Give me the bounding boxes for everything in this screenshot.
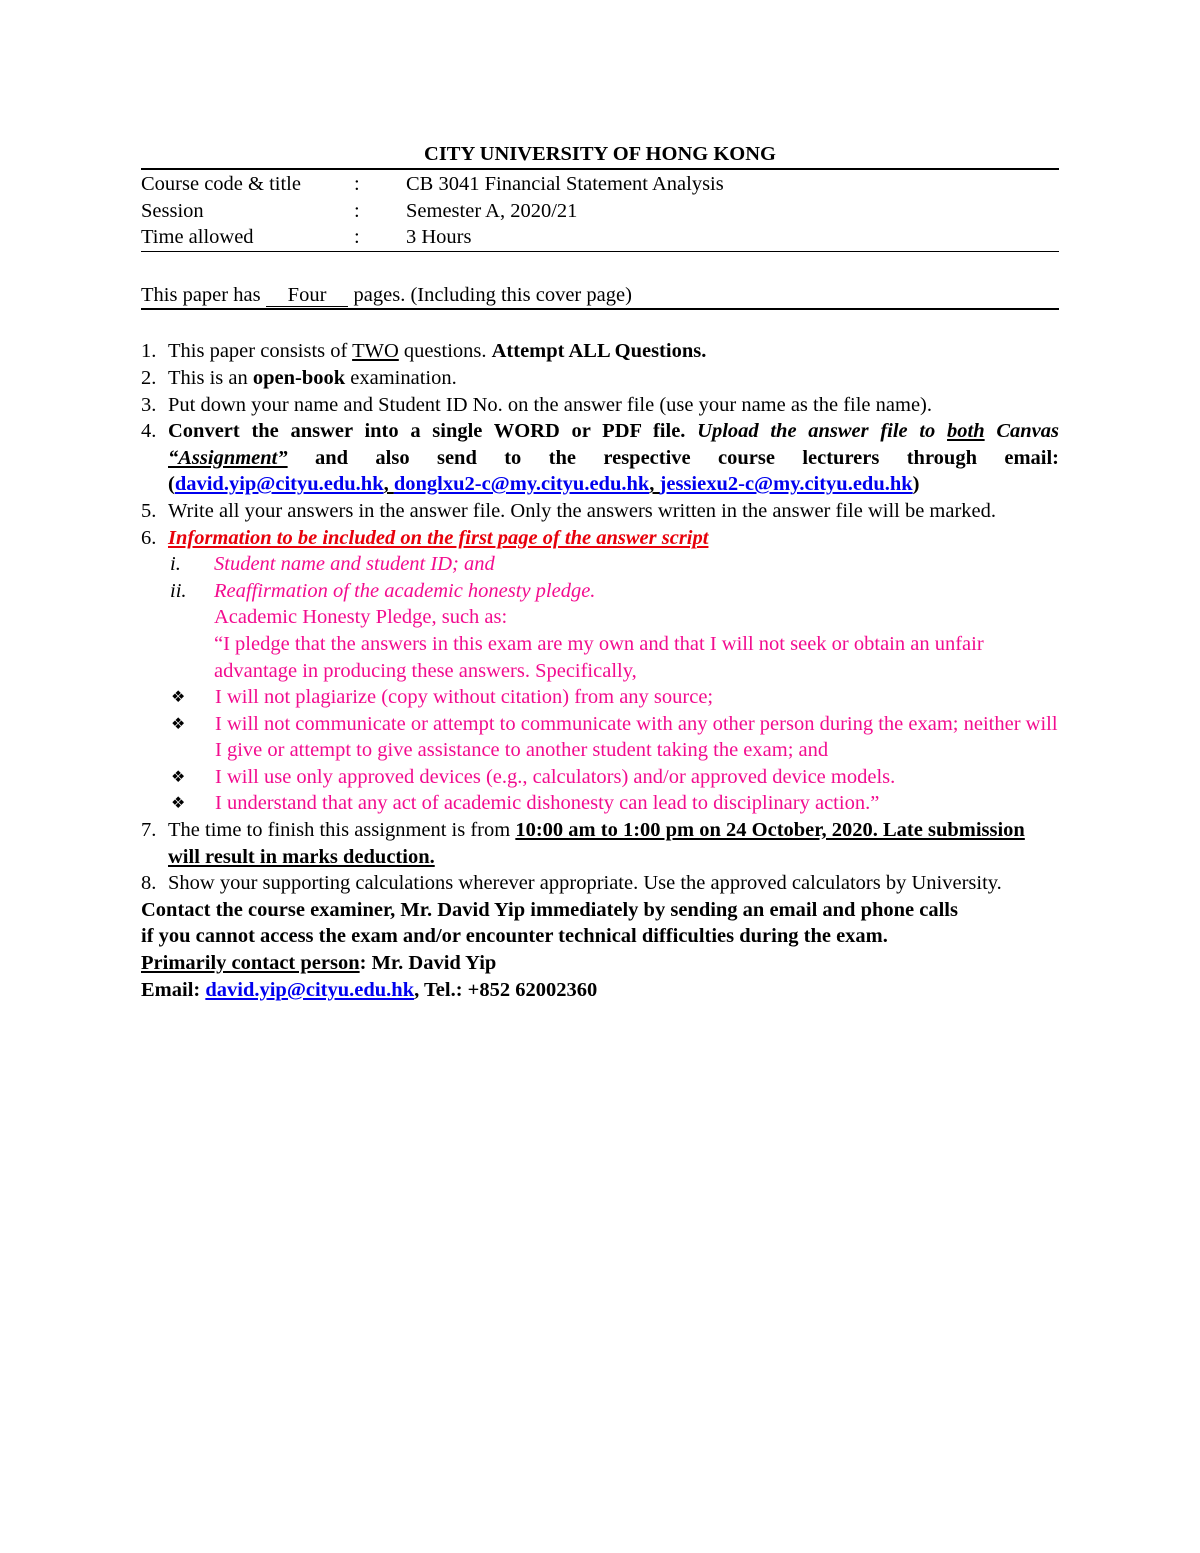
- primary-contact-label: Primarily contact person: [141, 952, 360, 975]
- meta-value: 3 Hours: [406, 226, 472, 249]
- meta-label: Session: [141, 199, 204, 222]
- email-link-donglxu[interactable]: donglxu2-c@my.cityu.edu.hk: [393, 473, 650, 496]
- meta-row-time: [141, 224, 1059, 251]
- university-title: CITY UNIVERSITY OF HONG KONG: [424, 143, 776, 165]
- text-run: ,: [649, 473, 660, 496]
- text-run: Convert the answer into a single WORD or PDF file.: [168, 420, 698, 443]
- item-text: Show your supporting calculations wherever appropriate. Use the approved calculators by University.: [168, 872, 1002, 895]
- item-number: 2.: [141, 366, 157, 389]
- instruction-item: [141, 418, 1059, 498]
- pledge-bullet: [168, 711, 1059, 764]
- item-text: [168, 418, 1059, 498]
- instruction-item: [141, 498, 1059, 525]
- meta-label: Time allowed: [141, 226, 254, 249]
- pledge-bullet: [168, 790, 1059, 817]
- diamond-bullet-icon: ❖: [171, 713, 186, 733]
- instruction-item: [141, 365, 1059, 392]
- instruction-item: [141, 817, 1059, 870]
- pledge-bullet-text: I will not communicate or attempt to communicate with any other person during the exam; neither will I give or attempt to give assistance to another student taking the exam; and: [215, 712, 1058, 762]
- page-count-prefix: This paper has: [141, 283, 261, 306]
- page-count-line: [141, 282, 1059, 309]
- instruction-item: [141, 525, 1059, 818]
- text-run: 10:00 am to 1:00 pm on 24 October, 2020. Late submission will result in marks deduction.: [168, 819, 1025, 868]
- diamond-bullet-icon: ❖: [171, 793, 186, 813]
- page-count-suffix: pages. (Including this cover page): [353, 283, 632, 306]
- sub-item-text: Reaffirmation of the academic honesty pledge.: [214, 579, 596, 602]
- page-count-value: Four: [266, 284, 349, 307]
- item-text: [168, 525, 1059, 818]
- text-run: ,: [383, 473, 394, 496]
- item-text: [168, 817, 1059, 870]
- meta-colon: :: [354, 173, 360, 195]
- answer-script-heading: Information to be included on the first page of the answer script: [168, 526, 709, 549]
- sub-item-number: i.: [170, 553, 181, 576]
- sub-item: [168, 578, 1059, 605]
- meta-colon: :: [354, 199, 360, 222]
- email-link-david[interactable]: david.yip@cityu.edu.hk: [174, 473, 384, 496]
- instruction-item: [141, 870, 1059, 897]
- item-number: 6.: [141, 526, 157, 549]
- instructions-list: [141, 338, 1059, 896]
- instruction-item: [141, 338, 1059, 365]
- item-text: Put down your name and Student ID No. on the answer file (use your name as the file name).: [168, 393, 932, 416]
- email-link-jessiexu[interactable]: jessiexu2-c@my.cityu.edu.hk: [659, 473, 913, 496]
- sub-item-number: ii.: [170, 579, 187, 602]
- primary-contact-name: Mr. David Yip: [366, 952, 497, 975]
- pledge-title: Academic Honesty Pledge, such as:: [214, 606, 508, 629]
- text-run: “Assignment”: [168, 446, 288, 469]
- text-run: This paper consists of: [168, 340, 353, 363]
- text-run: Upload the answer file to: [697, 420, 948, 443]
- meta-value: CB 3041 Financial Statement Analysis: [406, 173, 724, 195]
- text-run: This is an: [168, 366, 253, 389]
- item-text: Write all your answers in the answer file. Only the answers written in the answer file will be marked.: [168, 499, 997, 522]
- item-number: 8.: [141, 872, 157, 895]
- text-run: both: [947, 420, 985, 443]
- item-number: 1.: [141, 340, 157, 363]
- instruction-item: [141, 392, 1059, 419]
- text-run: and also send to the respective course lecturers through email: (: [168, 446, 1059, 496]
- contact-email-line: [141, 977, 1059, 1004]
- text-run: ): [912, 473, 920, 496]
- meta-rule: [141, 251, 1059, 252]
- text-run: TWO: [352, 340, 399, 363]
- contact-tel: , Tel.: +852 62002360: [414, 978, 598, 1001]
- contact-notice: Contact the course examiner, Mr. David Yip immediately by sending an email and phone calls if you cannot access the exam and/or encounter technical difficulties during the exam.: [141, 898, 958, 948]
- item-number: 5.: [141, 499, 157, 522]
- top-rule: [141, 168, 1059, 170]
- sub-item: [168, 551, 1059, 578]
- item-number: 7.: [141, 819, 157, 842]
- item-text: [168, 365, 1059, 392]
- contact-email-link[interactable]: david.yip@cityu.edu.hk: [205, 978, 415, 1001]
- text-run: The time to finish this assignment is from: [168, 819, 516, 842]
- pledge-bullet-text: I understand that any act of academic dishonesty can lead to disciplinary action.”: [215, 792, 880, 815]
- meta-row-course: [141, 171, 1059, 198]
- item-number: 4.: [141, 420, 157, 443]
- item-number: 3.: [141, 393, 157, 416]
- primary-contact-colon: :: [359, 952, 367, 975]
- sub-item-text: Student name and student ID; and: [214, 553, 495, 576]
- page-count-rule: [141, 308, 1059, 310]
- primary-contact-line: [141, 950, 1059, 977]
- pledge-bullet: [168, 684, 1059, 711]
- text-run: questions.: [398, 340, 492, 363]
- diamond-bullet-icon: ❖: [171, 766, 186, 786]
- text-run: Canvas: [984, 420, 1059, 443]
- course-meta: [141, 171, 1059, 251]
- meta-colon: :: [354, 226, 360, 249]
- pledge-bullet: [168, 764, 1059, 791]
- pledge-intro: “I pledge that the answers in this exam are my own and that I will not seek or obtain an unfair advantage in producing these answers. Specifically,: [214, 632, 984, 682]
- text-run: open-book: [252, 366, 346, 389]
- pledge-bullet-text: I will not plagiarize (copy without citation) from any source;: [215, 686, 714, 709]
- text-run: examination.: [345, 366, 457, 389]
- meta-value: Semester A, 2020/21: [406, 199, 578, 222]
- exam-cover-page: [141, 140, 1059, 1003]
- meta-label: Course code & title: [141, 173, 301, 195]
- email-label: Email:: [141, 978, 206, 1001]
- pledge-bullet-text: I will use only approved devices (e.g., calculators) and/or approved device models.: [215, 765, 896, 788]
- text-run: Attempt ALL Questions.: [491, 340, 707, 363]
- item-text: [168, 338, 1059, 365]
- meta-row-session: [141, 198, 1059, 225]
- diamond-bullet-icon: ❖: [171, 687, 186, 707]
